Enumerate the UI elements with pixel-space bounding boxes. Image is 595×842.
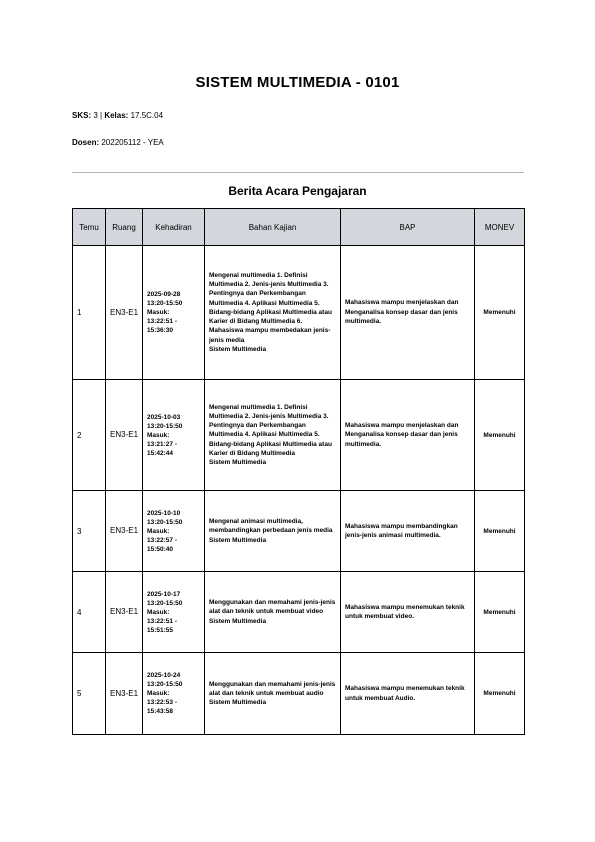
page-title: SISTEM MULTIMEDIA - 0101 bbox=[195, 74, 400, 91]
table-row bbox=[73, 572, 525, 653]
kehadiran-cell: 2025-10-03 13:20-15:50 Masuk: 13:21:27 - 15:42:44 bbox=[143, 380, 205, 491]
table-row bbox=[73, 246, 525, 380]
kehadiran-cell: 2025-10-24 13:20-15:50 Masuk: 13:22:53 - 15:43:58 bbox=[143, 653, 205, 735]
bap-cell: Mahasiswa mampu membandingkan jenis-jenis animasi multimedia. bbox=[341, 491, 475, 572]
ruang-cell: EN3-E1 bbox=[106, 491, 143, 572]
ruang-cell: EN3-E1 bbox=[106, 653, 143, 735]
ruang-cell: EN3-E1 bbox=[106, 572, 143, 653]
column-header-kehadiran: Kehadiran bbox=[143, 209, 205, 246]
temu-cell: 5 bbox=[73, 653, 106, 735]
table-row bbox=[73, 491, 525, 572]
temu-cell: 3 bbox=[73, 491, 106, 572]
teaching-record-table bbox=[72, 208, 525, 735]
bap-cell: Mahasiswa mampu menjelaskan dan Menganalisa konsep dasar dan jenis multimedia. bbox=[341, 380, 475, 491]
kehadiran-cell: 2025-10-17 13:20-15:50 Masuk: 13:22:51 - 15:51:55 bbox=[143, 572, 205, 653]
bahan-kajian-cell: Mengenal multimedia 1. Definisi Multimedia 2. Jenis-jenis Multimedia 3. Pentingnya dan Perkembangan Multimedia 4. Aplikasi Multimedia 5. Bidang-bidang Aplikasi Multimedia atau Karier di Bidang Multimedia Sistem Multimedia bbox=[205, 380, 341, 491]
ruang-cell: EN3-E1 bbox=[106, 380, 143, 491]
temu-cell: 1 bbox=[73, 246, 106, 380]
temu-cell: 2 bbox=[73, 380, 106, 491]
monev-cell: Memenuhi bbox=[475, 246, 525, 380]
table-header-row bbox=[73, 209, 525, 246]
kelas-value: 17.5C.04 bbox=[128, 111, 164, 120]
divider bbox=[72, 172, 524, 173]
bap-cell: Mahasiswa mampu menjelaskan dan Menganalisa konsep dasar dan jenis multimedia. bbox=[341, 246, 475, 380]
sks-value: 3 | bbox=[91, 111, 105, 120]
column-header-monev: MONEV bbox=[475, 209, 525, 246]
dosen-value: 202205112 - YEA bbox=[99, 138, 164, 147]
kehadiran-cell: 2025-10-10 13:20-15:50 Masuk: 13:22:57 - 15:50:40 bbox=[143, 491, 205, 572]
column-header-bahan-kajian: Bahan Kajian bbox=[205, 209, 341, 246]
bap-cell: Mahasiswa mampu menemukan teknik untuk membuat Audio. bbox=[341, 653, 475, 735]
table-row bbox=[73, 653, 525, 735]
monev-cell: Memenuhi bbox=[475, 491, 525, 572]
column-header-bap: BAP bbox=[341, 209, 475, 246]
table-row bbox=[73, 380, 525, 491]
kelas-label: Kelas: bbox=[104, 111, 129, 120]
bahan-kajian-cell: Mengenal multimedia 1. Definisi Multimedia 2. Jenis-jenis Multimedia 3. Pentingnya dan Perkembangan Multimedia 4. Aplikasi Multimedia 5. Bidang-bidang Aplikasi Multimedia atau Karier di Bidang Multimedia 6. Mahasiswa mampu membedakan jenis-jenis media Sistem Multimedia bbox=[205, 246, 341, 380]
monev-cell: Memenuhi bbox=[475, 380, 525, 491]
column-header-ruang: Ruang bbox=[106, 209, 143, 246]
bap-cell: Mahasiswa mampu menemukan teknik untuk membuat video. bbox=[341, 572, 475, 653]
monev-cell: Memenuhi bbox=[475, 653, 525, 735]
bahan-kajian-cell: Menggunakan dan memahami jenis-jenis alat dan teknik untuk membuat video Sistem Multimedia bbox=[205, 572, 341, 653]
dosen-label: Dosen: bbox=[72, 138, 100, 147]
ruang-cell: EN3-E1 bbox=[106, 246, 143, 380]
monev-cell: Memenuhi bbox=[475, 572, 525, 653]
bahan-kajian-cell: Menggunakan dan memahami jenis-jenis alat dan teknik untuk membuat audio Sistem Multimedia bbox=[205, 653, 341, 735]
lecturer-meta bbox=[72, 138, 164, 147]
temu-cell: 4 bbox=[73, 572, 106, 653]
kehadiran-cell: 2025-09-28 13:20-15:50 Masuk: 13:22:51 - 15:36:30 bbox=[143, 246, 205, 380]
section-title: Berita Acara Pengajaran bbox=[228, 184, 367, 198]
column-header-temu: Temu bbox=[73, 209, 106, 246]
sks-label: SKS: bbox=[72, 111, 92, 120]
bahan-kajian-cell: Mengenal animasi multimedia, membandingkan perbedaan jenis media Sistem Multimedia bbox=[205, 491, 341, 572]
course-meta bbox=[72, 111, 163, 120]
